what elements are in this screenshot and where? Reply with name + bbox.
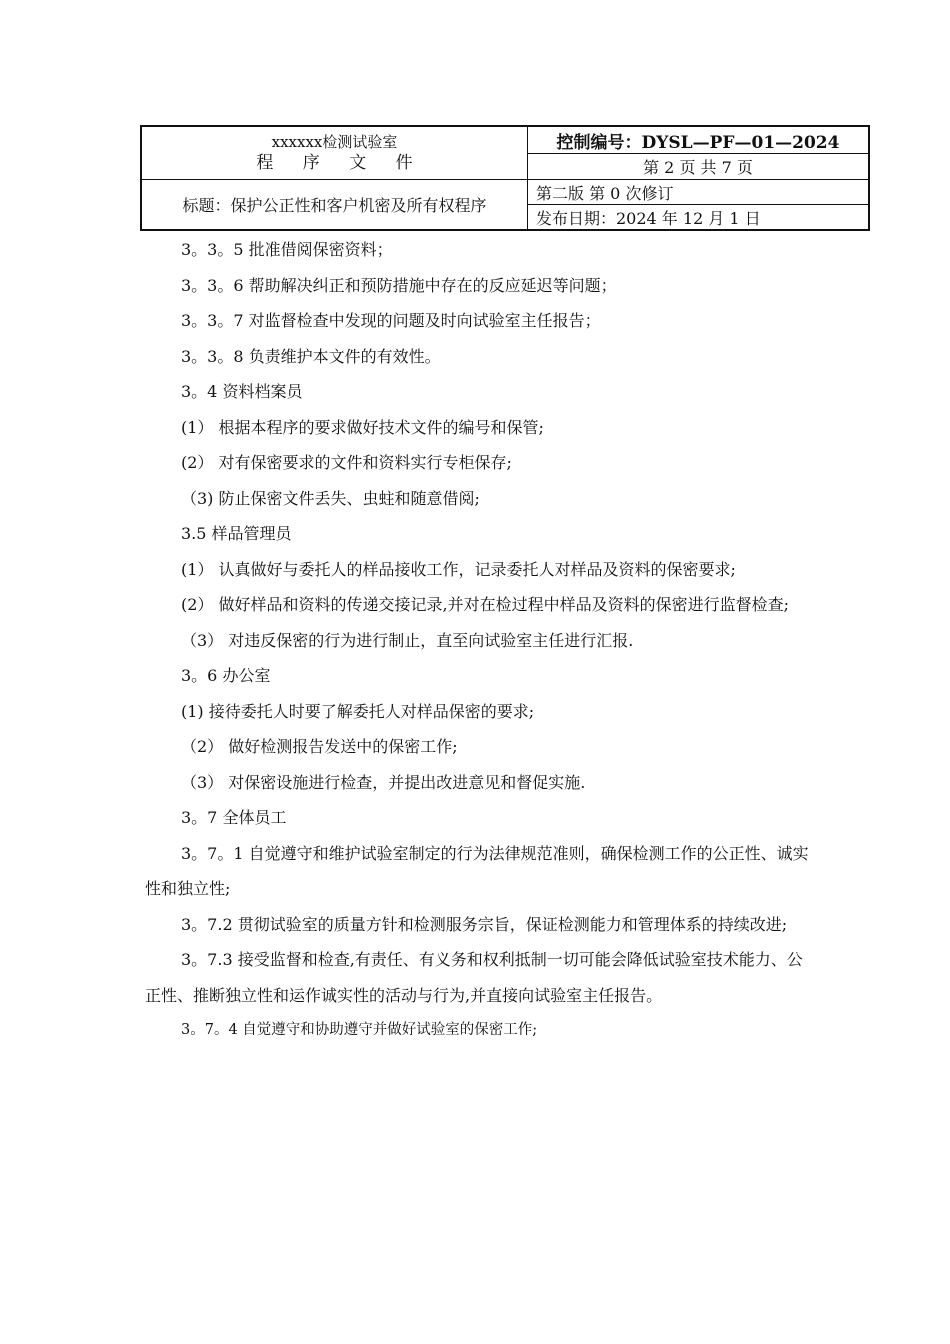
header-org-cell xyxy=(142,127,528,180)
paragraph: 3。7。4 自觉遵守和协助遵守并做好试验室的保密工作; xyxy=(181,1022,538,1038)
section-heading: 3.5 样品管理员 xyxy=(181,524,292,543)
list-item: (2） 做好样品和资料的传递交接记录,并对在检过程中样品及资料的保密进行监督检查; xyxy=(181,595,789,614)
paragraph: 3。3。7 对监督检查中发现的问题及时向试验室主任报告； xyxy=(181,311,601,330)
org-name: xxxxxx检测试验室 xyxy=(271,133,398,151)
list-item: （3） 对违反保密的行为进行制止，直至向试验室主任进行汇报. xyxy=(181,630,634,650)
list-item: (1) 接待委托人时要了解委托人对样品保密的要求; xyxy=(181,701,535,721)
list-item: （2） 做好检测报告发送中的保密工作; xyxy=(181,737,458,756)
list-item: (2） 对有保密要求的文件和资料实行专柜保存; xyxy=(181,453,512,472)
section-heading: 3。7 全体员工 xyxy=(181,808,287,827)
paragraph: 3。7.2 贯彻试验室的质量方针和检测服务宗旨，保证检测能力和管理体系的持续改进; xyxy=(181,914,788,934)
section-heading: 3。4 资料档案员 xyxy=(181,382,303,401)
paragraph: 3。3。8 负责维护本文件的有效性。 xyxy=(181,346,441,366)
page-info: 第 2 页 共 7 页 xyxy=(528,154,868,180)
doc-type: 程 序 文 件 xyxy=(256,153,425,173)
section-heading: 3。6 办公室 xyxy=(181,666,271,685)
paragraph: 3。7。1 自觉遵守和维护试验室制定的行为法律规范准则，确保检测工作的公正性、诚实性和独立性; xyxy=(145,843,809,898)
list-item: （3） 对保密设施进行检查，并提出改进意见和督促实施. xyxy=(181,772,586,792)
document-header-table xyxy=(140,125,870,231)
paragraph: 3。7.3 接受监督和检查,有责任、有义务和权利抵制一切可能会降低试验室技术能力、公正性、推断独立性和运作诚实性的活动与行为,并直接向试验室主任报告。 xyxy=(145,950,803,1005)
paragraph: 3。3。5 批准借阅保密资料； xyxy=(181,240,393,259)
paragraph: 3。3。6 帮助解决纠正和预防措施中存在的反应延迟等问题； xyxy=(181,275,617,295)
control-number: 控制编号：DYSL—PF—01—2024 xyxy=(528,127,868,154)
release-date: 发布日期：2024 年 12 月 1 日 xyxy=(536,208,761,228)
list-item: （3) 防止保密文件丢失、虫蛀和随意借阅; xyxy=(181,488,480,508)
edition-info: 第二版 第 0 次修订 xyxy=(528,180,868,205)
list-item: (1） 认真做好与委托人的样品接收工作，记录委托人对样品及资料的保密要求; xyxy=(181,559,736,579)
list-item: (1） 根据本程序的要求做好技术文件的编号和保管; xyxy=(181,417,544,437)
doc-title: 标题：保护公正性和客户机密及所有权程序 xyxy=(142,180,528,229)
document-body xyxy=(145,232,810,1049)
